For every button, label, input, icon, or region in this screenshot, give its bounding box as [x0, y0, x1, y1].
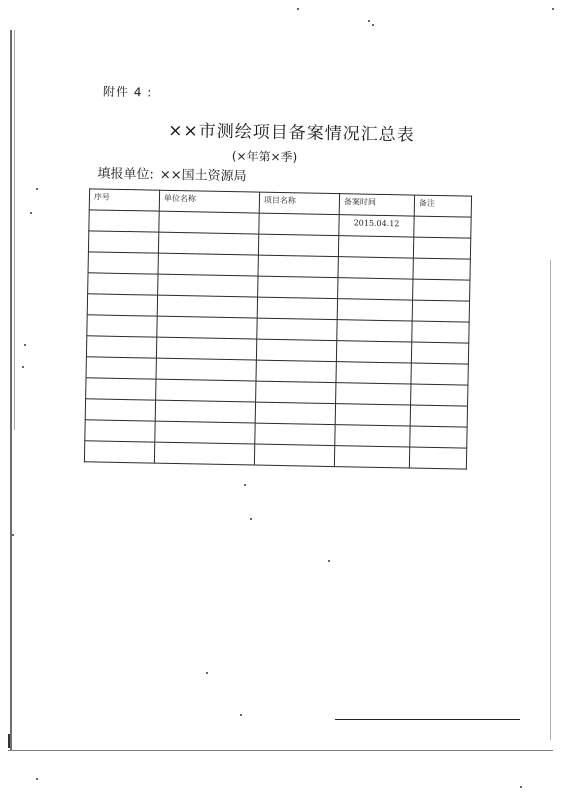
table-cell: [256, 360, 336, 383]
header-remarks: 备注: [414, 195, 471, 217]
filler-line: [97, 162, 247, 184]
table-cell: [338, 236, 413, 258]
header-unit-name: 单位名称: [159, 190, 259, 213]
table-cell: [258, 255, 338, 278]
table-cell: [86, 336, 156, 358]
header-project-name: 项目名称: [259, 192, 339, 215]
table-cell: [154, 442, 254, 465]
document-subtitle: (×年第×季): [231, 149, 298, 165]
header-serial: 序号: [89, 189, 159, 211]
table-cell: [257, 318, 337, 341]
table-body: [84, 210, 471, 469]
table-cell: [157, 295, 257, 318]
document-title: ××市测绘项目备案情况汇总表: [168, 120, 415, 146]
table-cell: [337, 299, 412, 321]
table-cell: [86, 357, 156, 379]
table-cell: [412, 321, 469, 343]
table-cell: [410, 426, 467, 448]
filler-value: ××国土资源局: [159, 167, 247, 185]
table-cell: [335, 425, 410, 447]
table-cell: [86, 378, 156, 400]
table-cell: [158, 253, 258, 276]
attachment-label: 附件 4 :: [102, 84, 153, 100]
table-cell: [88, 231, 158, 253]
table-cell: [338, 257, 413, 279]
table-cell: [334, 446, 409, 468]
table-cell: [157, 316, 257, 339]
header-filing-time: 备案时间: [339, 194, 414, 216]
table-cell: [411, 363, 468, 385]
table-cell: [155, 400, 255, 423]
table-cell: [256, 339, 336, 362]
table-cell: [257, 297, 337, 320]
table-cell: [412, 300, 469, 322]
table-cell: [255, 402, 335, 425]
table-cell: [159, 211, 259, 234]
table-cell: [336, 341, 411, 363]
table-cell: [413, 258, 470, 280]
table-cell: [85, 399, 155, 421]
table-cell: [158, 232, 258, 255]
table-cell: [87, 315, 157, 337]
table-cell: [336, 383, 411, 405]
table-cell: [155, 421, 255, 444]
table-cell: 2015.04.12: [339, 215, 414, 237]
table-cell: [258, 276, 338, 299]
filler-label: 填报单位:: [97, 166, 154, 183]
table-cell: [156, 337, 256, 360]
table-cell: [338, 278, 413, 300]
table-cell: [255, 423, 335, 446]
table-cell: [89, 210, 159, 232]
table-cell: [337, 320, 412, 342]
table-cell: [336, 362, 411, 384]
table-cell: [156, 379, 256, 402]
table-cell: [88, 273, 158, 295]
table-cell: [413, 279, 470, 301]
table-cell: [411, 342, 468, 364]
table-cell: [414, 216, 471, 238]
table-cell: [88, 252, 158, 274]
table-cell: [258, 234, 338, 257]
table-cell: [256, 381, 336, 404]
table-cell: [409, 447, 466, 469]
summary-table: [84, 188, 472, 469]
table-cell: [85, 420, 155, 442]
table-cell: [158, 274, 258, 297]
table-cell: [259, 213, 339, 236]
table-cell: [84, 441, 154, 463]
table-cell: [410, 405, 467, 427]
table-cell: [335, 404, 410, 426]
table-cell: [254, 444, 334, 467]
table-cell: [156, 358, 256, 381]
table-cell: [411, 384, 468, 406]
table-cell: [413, 237, 470, 259]
table-cell: [87, 294, 157, 316]
